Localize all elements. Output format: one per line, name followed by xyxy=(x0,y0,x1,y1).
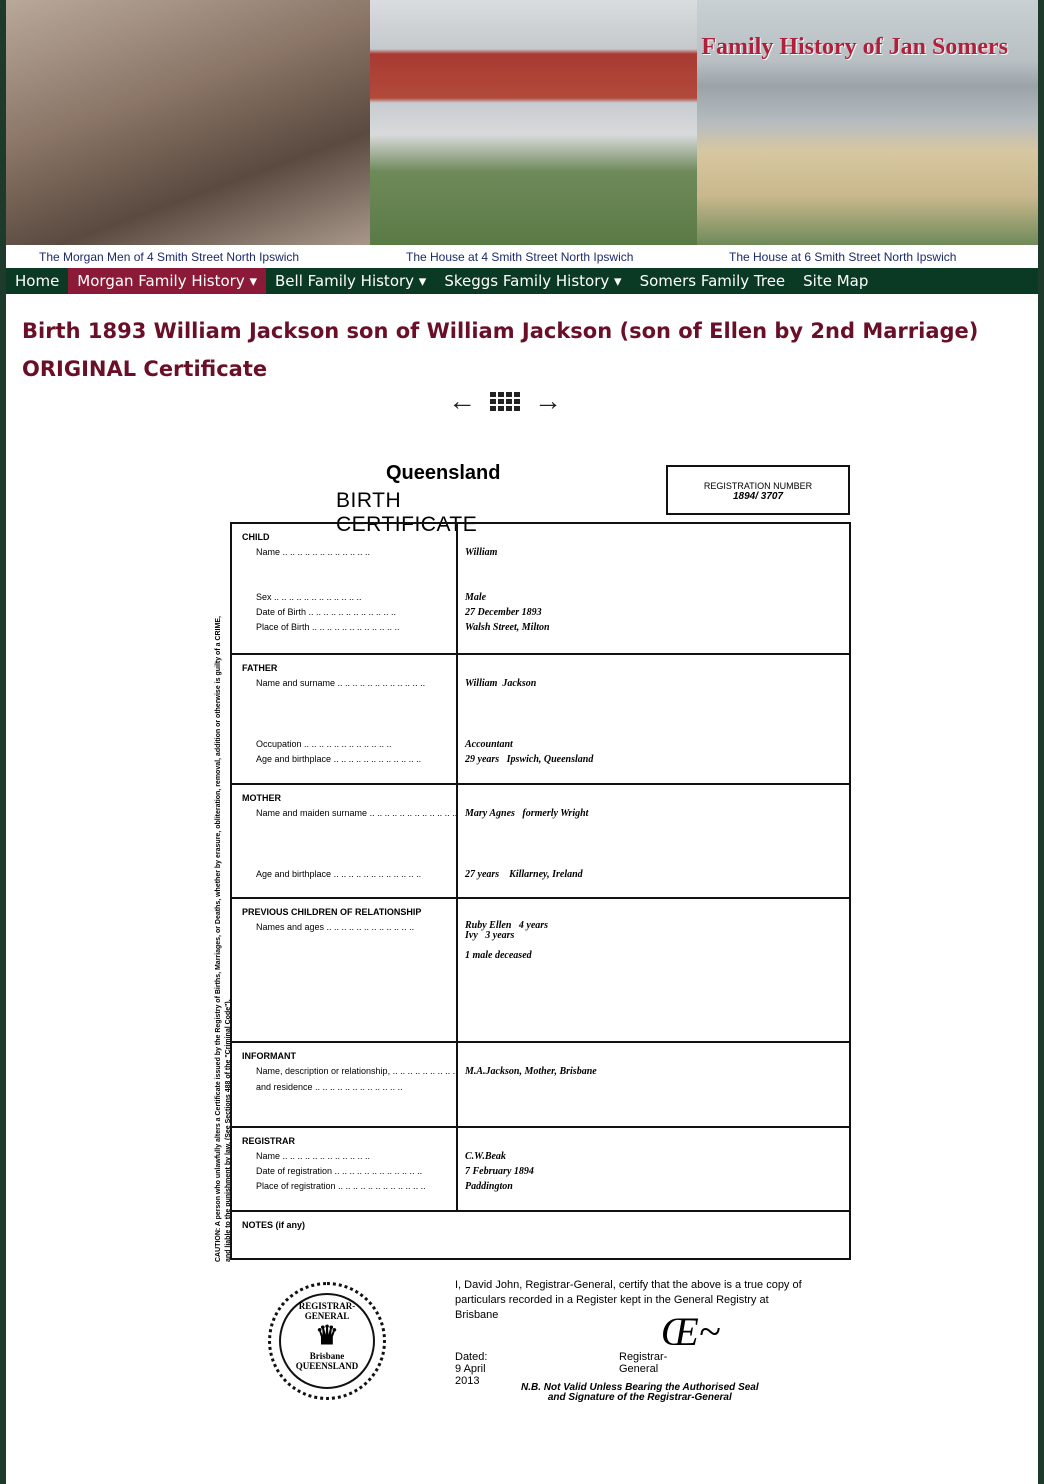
label: Place of registration .. .. xyxy=(256,1181,456,1191)
caption: The House at 4 Smith Street North Ipswich xyxy=(406,249,634,264)
label: Name and maiden surname .. .. xyxy=(256,808,456,818)
value: William xyxy=(465,547,498,558)
label: and residence .. .. xyxy=(256,1082,456,1092)
value: 7 February 1894 xyxy=(465,1166,534,1177)
nav-bell-family-history[interactable]: Bell Family History ▾ xyxy=(275,272,427,290)
section-mother xyxy=(232,785,849,899)
photo-house-4-smith-street xyxy=(370,0,697,245)
value: 27 years Killarney, Ireland xyxy=(465,869,583,880)
section-previous-children xyxy=(232,899,849,1043)
nav-home[interactable]: Home xyxy=(15,272,60,290)
value: Accountant xyxy=(465,739,513,750)
label: Date of Birth .. .. xyxy=(256,607,456,617)
value: Mary Agnes formerly Wright xyxy=(465,808,589,819)
label: Occupation .. .. xyxy=(256,739,456,749)
registration-number-box xyxy=(666,465,850,515)
label: Date of registration .. .. xyxy=(256,1166,456,1176)
section-father xyxy=(232,655,849,785)
label: Name and surname .. .. xyxy=(256,678,456,688)
nav-site-map[interactable]: Site Map xyxy=(803,272,869,290)
value: 29 years Ipswich, Queensland xyxy=(465,754,594,765)
gallery-pager xyxy=(448,385,562,417)
registrar-general-label: Registrar-General xyxy=(619,1351,668,1375)
certification-text: I, David John, Registrar-General, certify that the above is a true copy of particulars recorded in a Register kept in the General Registry at Brisbane xyxy=(455,1279,802,1321)
label: Age and birthplace .. .. xyxy=(256,869,456,879)
registrar-general-seal xyxy=(268,1282,386,1400)
value: Male xyxy=(465,592,487,603)
section-heading: MOTHER xyxy=(242,793,281,803)
section-heading: REGISTRAR xyxy=(242,1136,296,1146)
caution-text: CAUTION: A person who unlawfully alters a Certificate issued by the Registry of Births, Marriages, or Deaths, whether by erasure, obliteration, removal, addition or otherwise is guilty of a CRIME, and liable to the punishment by law. (See Sections 488 of the "Criminal Code"). xyxy=(215,616,232,1262)
label: Names and ages .. .. xyxy=(256,922,456,932)
section-notes xyxy=(232,1212,849,1258)
photo-morgan-men xyxy=(6,0,370,245)
label: Name .. .. xyxy=(256,547,456,557)
label: Name .. .. xyxy=(256,1151,456,1161)
value: Paddington xyxy=(465,1181,513,1192)
title-line: ORIGINAL Certificate xyxy=(22,357,268,381)
value: C.W.Beak xyxy=(465,1151,506,1162)
cert-table xyxy=(230,522,851,1260)
seal-text: QUEENSLAND xyxy=(295,1361,359,1371)
label: Age and birthplace .. .. xyxy=(256,754,456,764)
grid-icon[interactable] xyxy=(490,392,520,411)
label: Name, description or relationship, .. .. xyxy=(256,1066,456,1076)
site-title: Family History of Jan Somers xyxy=(701,34,1008,60)
value: Ruby Ellen 4 years Ivy 3 years xyxy=(465,920,549,941)
next-arrow-icon[interactable]: → xyxy=(534,385,562,416)
section-heading: INFORMANT xyxy=(242,1051,296,1061)
value: 1 male deceased xyxy=(465,950,532,961)
photo-captions xyxy=(6,245,1038,268)
nav-morgan-family-history[interactable]: Morgan Family History ▾ xyxy=(68,268,266,294)
nav-somers-family-tree[interactable]: Somers Family Tree xyxy=(639,272,786,290)
caption: The House at 6 Smith Street North Ipswich xyxy=(729,249,957,264)
header-banner xyxy=(6,0,1038,245)
section-heading: PREVIOUS CHILDREN OF RELATIONSHIP xyxy=(242,907,422,917)
cert-state: Queensland xyxy=(386,462,501,484)
section-heading: NOTES (if any) xyxy=(242,1220,306,1230)
caption: The Morgan Men of 4 Smith Street North Ipswich xyxy=(39,249,300,264)
value: Walsh Street, Milton xyxy=(465,622,550,633)
section-informant xyxy=(232,1043,849,1128)
prev-arrow-icon[interactable]: ← xyxy=(448,385,476,416)
main-nav xyxy=(6,268,1038,294)
reg-number: 1894/ 3707 xyxy=(732,491,784,502)
dated: Dated: 9 April 2013 xyxy=(455,1351,488,1387)
value: 27 December 1893 xyxy=(465,607,542,618)
section-heading: FATHER xyxy=(242,663,278,673)
signature: Œ~ xyxy=(661,1309,721,1354)
label: Sex .. .. xyxy=(256,592,456,602)
seal-text: REGISTRAR-GENERAL xyxy=(298,1301,356,1321)
crown-icon: ♛ xyxy=(315,1321,339,1350)
value: William Jackson xyxy=(465,678,537,689)
page-title xyxy=(22,312,1012,388)
validity-note: N.B. Not Valid Unless Bearing the Authorised Seal and Signature of the Registrar-General xyxy=(521,1382,759,1403)
title-line: Birth 1893 William Jackson son of William Jackson (son of Ellen by 2nd Marriage) xyxy=(22,319,979,343)
section-child xyxy=(232,524,849,655)
section-registrar xyxy=(232,1128,849,1212)
label: Place of Birth .. .. xyxy=(256,622,456,632)
value: M.A.Jackson, Mother, Brisbane xyxy=(465,1066,597,1077)
seal-text: Brisbane xyxy=(309,1351,345,1361)
cert-type: BIRTH CERTIFICATE xyxy=(336,489,478,536)
reg-label: REGISTRATION NUMBER xyxy=(703,481,813,491)
section-heading: CHILD xyxy=(242,532,270,542)
nav-skeggs-family-history[interactable]: Skeggs Family History ▾ xyxy=(444,272,622,290)
